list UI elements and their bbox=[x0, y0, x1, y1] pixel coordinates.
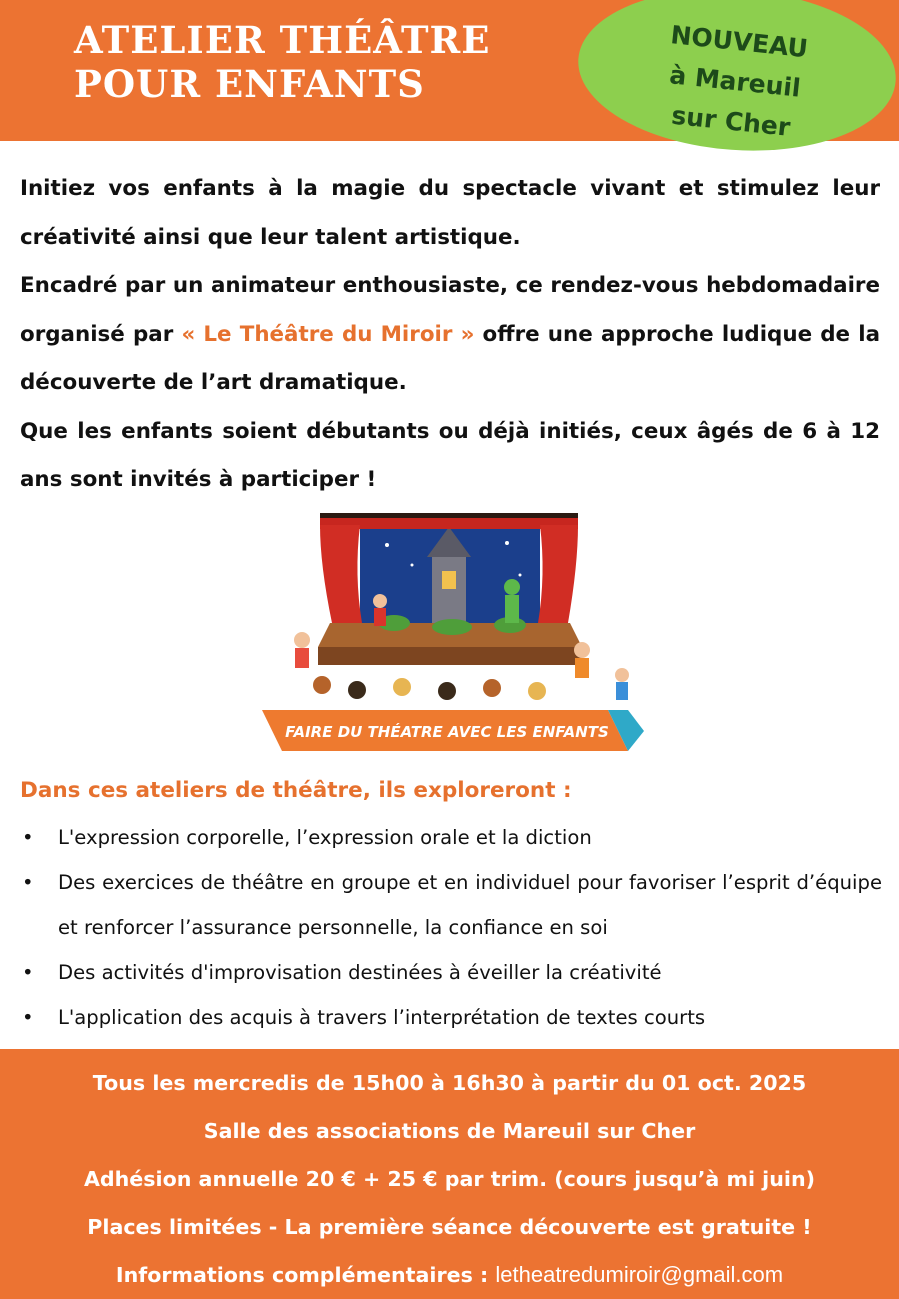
title-line-1: ATELIER THÉÂTRE bbox=[74, 18, 491, 62]
banner-text: FAIRE DU THÉATRE AVEC LES ENFANTS bbox=[285, 723, 609, 741]
child-body bbox=[616, 682, 628, 700]
list-item bbox=[20, 860, 882, 950]
star-icon bbox=[519, 574, 522, 577]
intro-paragraph-3: Que les enfants soient débutants ou déjà initiés, ceux âgés de 6 à 12 ans sont invités à participer ! bbox=[20, 418, 880, 492]
child-head-icon bbox=[483, 679, 501, 697]
list-item-text: Des activités d'improvisation destinées à éveiller la créativité bbox=[58, 961, 662, 984]
location-text: Salle des associations de Mareuil sur Cher bbox=[203, 1119, 696, 1143]
title-line-2: POUR ENFANTS bbox=[74, 62, 425, 106]
bullet-icon: • bbox=[22, 826, 34, 849]
actor-prince-body bbox=[374, 608, 386, 626]
schedule-text: Tous les mercredis de 15h00 à 16h30 à partir du 01 oct. 2025 bbox=[92, 1071, 807, 1095]
bullet-icon: • bbox=[22, 961, 34, 984]
actor-prince-icon bbox=[373, 594, 387, 608]
intro-paragraph-2 bbox=[20, 262, 880, 408]
email-link[interactable]: letheatredumiroir@gmail.com bbox=[495, 1262, 784, 1287]
price-text: Adhésion annuelle 20 € + 25 € par trim. (cours jusqu’à mi juin) bbox=[83, 1167, 816, 1191]
bullet-icon: • bbox=[22, 871, 34, 894]
bush-icon bbox=[432, 619, 472, 635]
child-head-icon bbox=[528, 682, 546, 700]
child-icon bbox=[294, 632, 310, 648]
list-item-text: Des exercices de théâtre en groupe et en individuel pour favoriser l’esprit d’équipe et renforcer l’assurance personnelle, la confiance en soi bbox=[58, 871, 882, 939]
child-body bbox=[295, 648, 309, 668]
footer-info bbox=[0, 1049, 899, 1299]
star-icon bbox=[385, 543, 389, 547]
list-item bbox=[20, 950, 882, 995]
left-curtain bbox=[320, 525, 362, 623]
intro-p2-start: Encadré par un animateur enthousiaste, ce rendez-vous hebdomadaire organisé par bbox=[20, 273, 880, 347]
star-icon bbox=[505, 541, 509, 545]
child-head-icon bbox=[393, 678, 411, 696]
intro-p2-end: offre une approche ludique de la découverte de l’art dramatique. bbox=[20, 321, 881, 395]
info-label: Informations complémentaires : bbox=[115, 1263, 496, 1287]
contact-line bbox=[0, 1251, 899, 1299]
badge-line-1: NOUVEAU bbox=[669, 20, 810, 64]
list-item-text: L'application des acquis à travers l’interprétation de textes courts bbox=[58, 1006, 706, 1029]
list-item-text: L'expression corporelle, l’expression orale et la diction bbox=[58, 826, 592, 849]
stage-front bbox=[318, 647, 582, 665]
badge-line-3: sur Cher bbox=[670, 100, 792, 142]
list-item bbox=[20, 815, 882, 860]
child-head-icon bbox=[348, 681, 366, 699]
badge-line-2: à Mareuil bbox=[668, 60, 802, 103]
intro-paragraph-1: Initiez vos enfants à la magie du spectacle vivant et stimulez leur créativité ainsi que leur talent artistique. bbox=[20, 176, 880, 250]
intro-text bbox=[20, 165, 880, 505]
curtain-rod bbox=[320, 513, 578, 518]
child-icon bbox=[574, 642, 590, 658]
page-title bbox=[74, 18, 490, 106]
child-head-icon bbox=[438, 682, 456, 700]
child-icon bbox=[615, 668, 629, 682]
dragon-body bbox=[505, 595, 519, 623]
tower-window-icon bbox=[442, 571, 456, 589]
list-item bbox=[20, 995, 882, 1040]
child-head-icon bbox=[313, 676, 331, 694]
section-title: Dans ces ateliers de théâtre, ils exploreront : bbox=[20, 778, 572, 803]
child-body bbox=[575, 658, 589, 678]
activity-list bbox=[20, 815, 882, 1040]
theatre-stage-illustration bbox=[262, 505, 644, 760]
right-curtain bbox=[538, 525, 578, 623]
star-icon bbox=[411, 564, 414, 567]
dragon-icon bbox=[504, 579, 520, 595]
places-text: Places limitées - La première séance découverte est gratuite ! bbox=[87, 1215, 812, 1239]
theatre-name: « Le Théâtre du Miroir » bbox=[181, 321, 475, 347]
bullet-icon: • bbox=[22, 1006, 34, 1029]
